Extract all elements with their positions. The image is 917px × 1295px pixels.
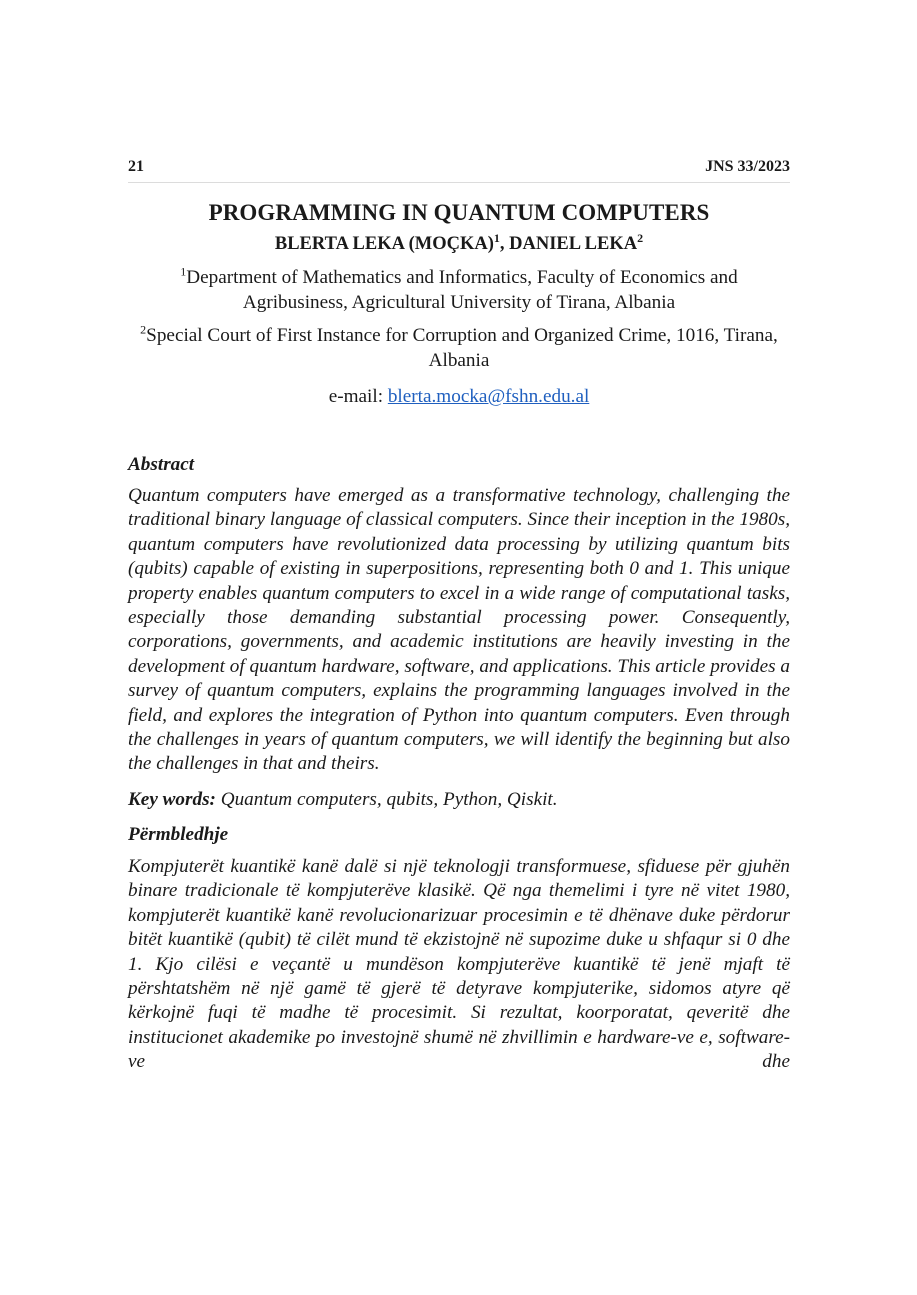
affiliation-1	[128, 265, 790, 315]
author-line	[128, 231, 790, 257]
affiliation-2-text: Special Court of First Instance for Corruption and Organized Crime, 1016, Tirana, Albania	[146, 325, 778, 371]
author-2: DANIEL LEKA	[509, 234, 638, 254]
abstract-heading: Abstract	[128, 454, 195, 475]
running-header	[128, 158, 790, 183]
email-link[interactable]: blerta.mocka@fshn.edu.al	[387, 386, 590, 407]
affiliation-2-mark: 2	[140, 322, 147, 337]
permbledhje-text: Kompjuterët kuantikë kanë dalë si një teknologji transformuese, sfiduese për gjuhën binare tradicionale të kompjuterëve klasikë. Që nga themelimi i tyre në vitet 1980, kompjuterët kuantikë kanë revolucionarizuar procesimin e të dhënave duke përdorur bitët kuantikë (qubit) të cilët mund të ekzistojnë në supozime duke u shfaqur si 0 dhe 1. Kjo cilësi e veçantë u mundëson kompjuterëve kuantikë të jenë mjaft të përshtatshëm në një gamë të gjerë të detyrave kompjuterike, sidomos atyre që kërkojnë fuqi të madhe të procesimit. Si rezultat, koorporatat, qeveritë dhe institucionet akademike po investojnë shumë në zhvillimin e hardware-ve e, software-ve dhe	[128, 855, 790, 1073]
paper-page	[128, 158, 790, 1075]
keywords	[128, 788, 790, 812]
author-1-affil-mark: 1	[493, 230, 500, 245]
page-number: 21	[128, 158, 144, 175]
author-separator: ,	[499, 234, 510, 254]
email-label: e-mail:	[328, 386, 388, 407]
affiliation-2	[128, 323, 790, 373]
journal-issue: JNS 33/2023	[705, 158, 790, 175]
permbledhje-heading: Përmbledhje	[128, 823, 229, 845]
paper-title: PROGRAMMING IN QUANTUM COMPUTERS	[208, 200, 710, 225]
keywords-text: Quantum computers, qubits, Python, Qiskit.	[215, 788, 558, 810]
contact-email	[128, 384, 790, 409]
affiliation-1-mark: 1	[180, 264, 187, 279]
keywords-label: Key words:	[128, 788, 216, 810]
author-2-affil-mark: 2	[637, 230, 644, 245]
abstract-text: Quantum computers have emerged as a transformative technology, challenging the traditional binary language of classical computers. Since their inception in the 1980s, quantum computers have revolutionized data processing by utilizing quantum bits (qubits) capable of existing in superpositions, representing both 0 and 1. This unique property enables quantum computers to excel in a wide range of computational tasks, especially those demanding substantial processing power. Consequently, corporations, governments, and academic institutions are heavily investing in the development of quantum hardware, software, and applications. This article provides a survey of quantum computers, explains the programming languages involved in the field, and explores the integration of Python into quantum computers. Even through the challenges in years of quantum computers, we will identify the beginning but also the challenges in that and theirs.	[128, 485, 790, 775]
affiliation-1-text: Department of Mathematics and Informatics, Faculty of Economics and Agribusiness, Agricultural University of Tirana, Albania	[186, 267, 738, 313]
author-1: BLERTA LEKA (MOÇKA)	[274, 234, 494, 254]
